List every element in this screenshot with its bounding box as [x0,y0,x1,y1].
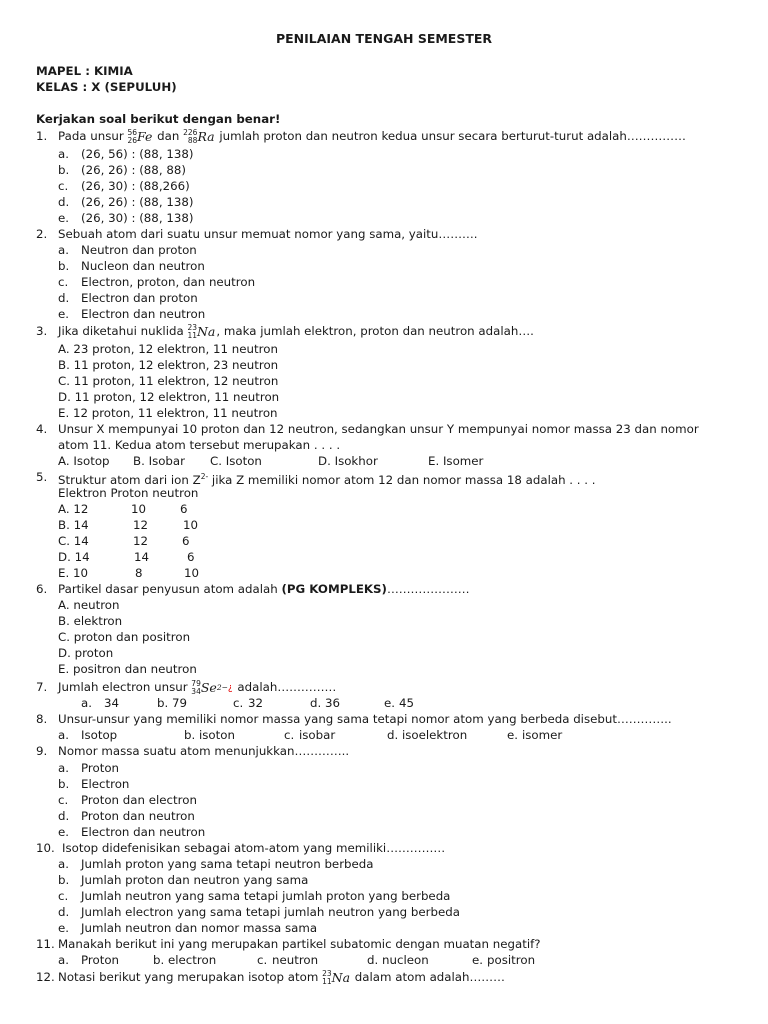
q8-option-text: isobar [299,728,336,742]
q5-row-neutron: 6 [182,534,190,548]
q9-option-letter: d. [58,809,70,823]
page-title: PENILAIAN TENGAH SEMESTER [275,31,493,46]
q2-option-text: Electron, proton, dan neutron [81,275,256,289]
q9-option-letter: c. [58,793,69,807]
q2-option-letter: c. [58,275,69,289]
q9-option-text: Proton [81,761,120,775]
q2-option-text: Electron dan proton [81,291,198,305]
q8-option-letter: b. [184,728,196,742]
q3-option: B. 11 proton, 12 elektron, 23 neutron [58,358,279,372]
ra-nuclide: 226 88 Ra [183,128,215,145]
q2-option-text: Neutron dan proton [81,243,197,257]
q11-option-text: positron [487,953,536,967]
q7-option-letter: b. [157,696,169,710]
na-nuclide: 23 11 Na [322,969,351,986]
q5-number: 5. [36,470,48,484]
q9-text: Nomor massa suatu atom menunjukkan………….. [58,744,350,758]
q4-number: 4. [36,422,48,436]
q6-option: B. elektron [58,614,123,628]
q11-option-text: neutron [272,953,319,967]
q5-row-neutron: 6 [180,502,188,516]
q3-option: D. 11 proton, 12 elektron, 11 neutron [58,390,280,404]
q7-text: Jumlah electron unsur 79 34 Se 2− ¿ adalah…………… [58,679,337,696]
q5-row-electron: A. 12 [58,502,89,516]
q9-option-letter: a. [58,761,69,775]
q1-option-text: (26, 26) : (88, 88) [81,163,186,177]
q11-option-text: electron [168,953,217,967]
q1-option-letter: a. [58,147,69,161]
fe-nuclide: 56 26 Fe [127,128,153,145]
q7-option-letter: a. [81,696,92,710]
q8-option-letter: d. [387,728,399,742]
instruction: Kerjakan soal berikut dengan benar! [36,112,281,126]
q10-option-letter: b. [58,873,70,887]
q5-row-neutron: 10 [184,566,200,580]
q9-option-text: Proton dan electron [81,793,197,807]
subject-label: MAPEL : KIMIA [36,64,133,78]
q4-option: C. Isoton [210,454,262,468]
q7-option-letter: c. [233,696,244,710]
q6-option: D. proton [58,646,114,660]
q5-table-header: Elektron Proton neutron [58,486,199,500]
q1-option-letter: c. [58,179,69,193]
q2-number: 2. [36,227,48,241]
q10-option-text: Jumlah neutron dan nomor massa sama [81,921,318,935]
q8-option-letter: a. [58,728,69,742]
q10-option-text: Jumlah proton dan neutron yang sama [81,873,309,887]
q11-option-letter: e. [472,953,484,967]
q5-row-proton: 12 [133,534,149,548]
q2-text: Sebuah atom dari suatu unsur memuat nomor yang sama, yaitu………. [58,227,478,241]
q11-option-letter: d. [367,953,379,967]
q11-number: 11. [36,937,55,951]
q10-option-text: Jumlah electron yang sama tetapi jumlah neutron yang berbeda [81,905,460,919]
q1-option-text: (26, 26) : (88, 138) [81,195,194,209]
q9-option-text: Electron dan neutron [81,825,206,839]
q6-option: E. positron dan neutron [58,662,197,676]
q11-option-letter: a. [58,953,69,967]
q6-option: C. proton dan positron [58,630,191,644]
q1-option-letter: e. [58,211,70,225]
q5-row-electron: B. 14 [58,518,89,532]
q3-number: 3. [36,324,48,338]
q5-row-proton: 12 [133,518,149,532]
q3-text: Jika diketahui nuklida 23 11 Na , maka jumlah elektron, proton dan neutron adalah…. [58,323,534,340]
q2-option-text: Nucleon dan neutron [81,259,205,273]
q8-option-text: isoton [199,728,235,742]
q4-text-line1: Unsur X mempunyai 10 proton dan 12 neutron, sedangkan unsur Y mempunyai nomor massa 23 dan nomor [58,422,699,436]
q3-option: A. 23 proton, 12 elektron, 11 neutron [58,342,278,356]
q6-number: 6. [36,582,48,596]
q12-text: Notasi berikut yang merupakan isotop atom 23 11 Na dalam atom adalah……… [58,969,505,986]
q5-row-electron: D. 14 [58,550,90,564]
q7-option-letter: d. [310,696,322,710]
q5-row-neutron: 6 [187,550,195,564]
q5-row-proton: 8 [135,566,143,580]
q8-text: Unsur-unsur yang memiliki nomor massa yang sama tetapi nomor atom yang berbeda disebut………….. [58,712,672,726]
q10-number: 10. [36,841,55,855]
q11-option-letter: b. [153,953,165,967]
q9-option-text: Proton dan neutron [81,809,195,823]
q9-option-letter: e. [58,825,70,839]
q10-option-letter: d. [58,905,70,919]
se-ion: 79 34 Se 2− ¿ [191,679,233,696]
q5-row-electron: C. 14 [58,534,89,548]
q11-option-text: Proton [81,953,120,967]
q1-option-text: (26, 30) : (88, 138) [81,211,194,225]
q10-option-letter: e. [58,921,70,935]
q3-option: E. 12 proton, 11 elektron, 11 neutron [58,406,278,420]
q12-number: 12. [36,970,55,984]
q4-text-line2: atom 11. Kedua atom tersebut merupakan . . . . [58,438,341,452]
q5-row-proton: 14 [134,550,150,564]
q9-option-text: Electron [81,777,130,791]
q2-option-letter: a. [58,243,69,257]
q5-row-electron: E. 10 [58,566,88,580]
q10-option-text: Jumlah proton yang sama tetapi neutron berbeda [81,857,374,871]
q4-option: A. Isotop [58,454,110,468]
q7-option-text: 32 [248,696,264,710]
q10-option-text: Jumlah neutron yang sama tetapi jumlah proton yang berbeda [81,889,451,903]
q7-option-letter: e. [384,696,396,710]
na-nuclide: 23 11 Na [187,323,216,340]
q4-option: B. Isobar [133,454,186,468]
q11-text: Manakah berikut ini yang merupakan partikel subatomic dengan muatan negatif? [58,937,541,951]
q10-option-letter: a. [58,857,69,871]
q2-option-letter: b. [58,259,70,273]
q8-option-text: isoelektron [402,728,468,742]
q8-option-text: isomer [522,728,563,742]
q1-option-text: (26, 56) : (88, 138) [81,147,194,161]
q5-text: Struktur atom dari ion $Z^{2-}$ jika Z memiliki nomor atom 12 dan nomor massa 18 adalah . . . . [58,472,596,487]
q8-option-letter: e. [507,728,519,742]
q11-option-text: nucleon [382,953,429,967]
q4-option: E. Isomer [428,454,484,468]
q7-option-text: 36 [325,696,341,710]
q1-option-text: (26, 30) : (88,266) [81,179,190,193]
q2-option-letter: d. [58,291,70,305]
q1-number: 1. [36,129,48,143]
q10-text: Isotop didefenisikan sebagai atom-atom yang memiliki…………… [62,841,446,855]
q7-number: 7. [36,680,48,694]
q4-option: D. Isokhor [318,454,378,468]
q8-option-text: Isotop [81,728,118,742]
q6-text: Partikel dasar penyusun atom adalah (PG KOMPLEKS)………………… [58,582,470,596]
q1-text: Pada unsur 56 26 Fe dan 226 88 Ra jumlah proton dan neutron kedua unsur secara berturut-turut adalah…………… [58,128,686,145]
class-label: KELAS : X (SEPULUH) [36,80,177,94]
q5-row-neutron: 10 [183,518,199,532]
q1-option-letter: d. [58,195,70,209]
q2-option-letter: e. [58,307,70,321]
q2-option-text: Electron dan neutron [81,307,206,321]
q3-option: C. 11 proton, 11 elektron, 12 neutron [58,374,279,388]
q8-option-letter: c. [284,728,295,742]
q7-option-text: 34 [104,696,120,710]
q8-number: 8. [36,712,48,726]
q7-option-text: 79 [172,696,188,710]
q11-option-letter: c. [257,953,268,967]
error-mark: ¿ [227,682,233,693]
q9-option-letter: b. [58,777,70,791]
q10-option-letter: c. [58,889,69,903]
q9-number: 9. [36,744,48,758]
q7-option-text: 45 [399,696,415,710]
q5-row-proton: 10 [131,502,147,516]
q1-option-letter: b. [58,163,70,177]
q6-option: A. neutron [58,598,120,612]
